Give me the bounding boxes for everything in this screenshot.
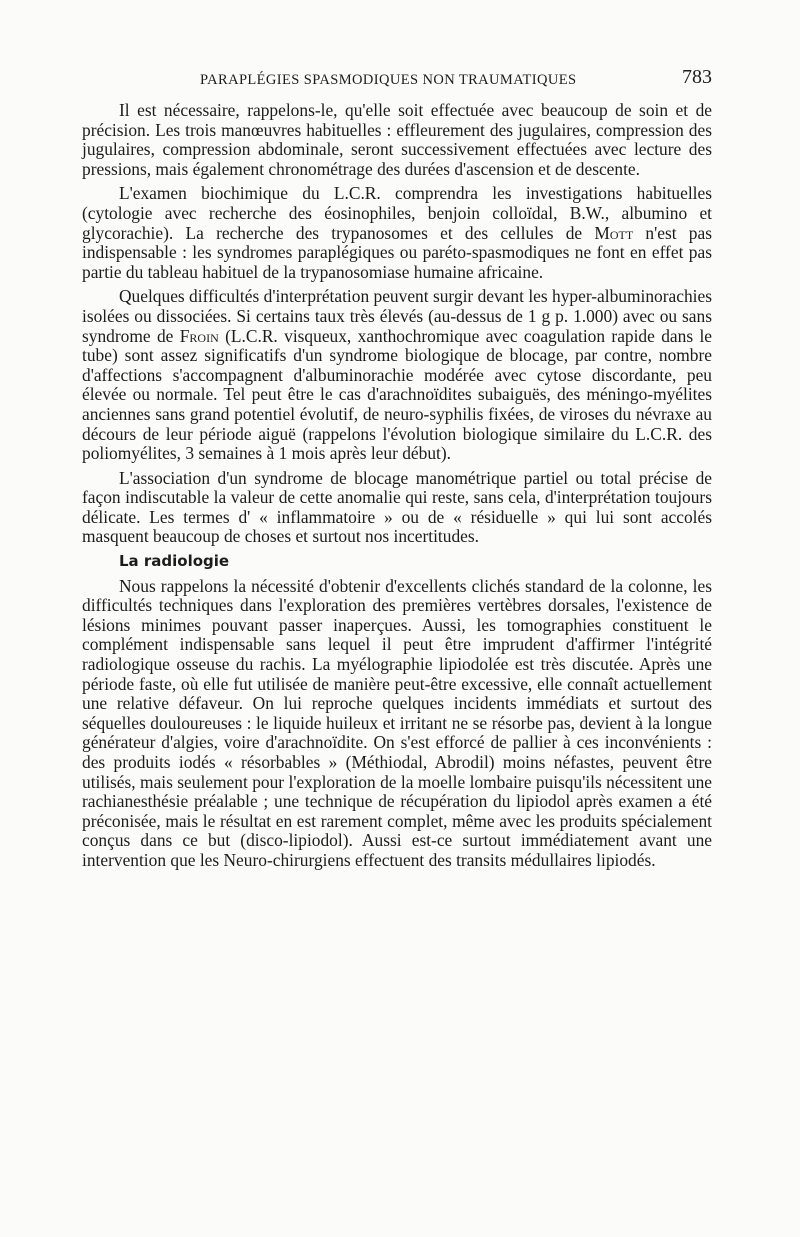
paragraph-text: n'est pas indispensable : les syndromes paraplégiques ou paréto-spasmodiques ne font en effet pas partie du tableau habituel de la trypanosomiase humaine africaine.: [82, 222, 712, 282]
paragraph-text: (L.C.R. visqueux, xanthochromique avec coagulation rapide dans le tube) sont assez significatifs d'un syndrome biologique de blocage, par contre, nombre d'affections s'accompagnent d'albuminorachie modérée avec cytose discordante, peu élevée ou normale. Tel peut être le cas d'arachnoïdites subaiguës, des méningo-myélites anciennes sans grand potentiel évolutif, de neuro-syphilis fixées, de viroses du névraxe au décours de leur période aiguë (rappelons l'évolution biologique similaire du L.C.R. des poliomyélites, 3 semaines à 1 mois après leur début).: [82, 325, 713, 464]
running-title: PARAPLÉGIES SPASMODIQUES NON TRAUMATIQUES: [200, 72, 577, 88]
paragraph-text: Quelques difficultés d'interprétation peuvent surgir devant les hyper-albuminorachies isolées ou dissociées. Si certains taux très élevés (au-dessus de 1 g p. 1.000) avec ou sans syndrome de: [82, 286, 712, 346]
paragraph-text: L'examen biochimique du L.C.R. comprendra les investigations habituelles (cytologie avec recherche des éosinophiles, benjoin colloïdal, B.W., albumino et glycorachie). La recherche des trypanosomes et des cellules de: [82, 183, 712, 243]
paragraph: [82, 287, 712, 463]
author-name-mott: Mott: [594, 222, 634, 243]
paragraph: Nous rappelons la nécessité d'obtenir d'excellents clichés standard de la colonne, les difficultés techniques dans l'exploration des premières vertèbres dorsales, l'existence de lésions minimes pouvant passer inaperçues. Aussi, les tomographies constituent le complément indispensable sans lequel il peut être imprudent d'affirmer l'intégrité radiologique osseuse du rachis. La myélographie lipiodolée est très discutée. Après une période faste, où elle fut utilisée de manière peut-être excessive, elle connaît actuellement une relative défaveur. On lui reproche quelques incidents immédiats et surtout des séquelles douloureuses : le liquide huileux et irritant ne se résorbe pas, devient à la longue générateur d'algies, voire d'arachnoïdite. On s'est efforcé de pallier à ces inconvénients : des produits iodés « résorbables » (Méthiodal, Abrodil) moins néfastes, peuvent être utilisés, mais seulement pour l'exploration de la moelle lombaire puisqu'ils nécessitent une rachianesthésie préalable ; une technique de récupération du lipiodol après examen a été préconisée, mais le résultat en est rarement complet, même avec les produits spécialement conçus dans ce but (disco-lipiodol). Aussi est-ce surtout immédiatement avant une intervention que les Neuro-chirurgiens effectuent des transits médullaires lipiodés.: [82, 575, 712, 870]
section-heading-radiologie: La radiologie: [119, 552, 230, 571]
author-name-froin: Froin: [179, 325, 219, 346]
paragraph: Il est nécessaire, rappelons-le, qu'elle soit effectuée avec beaucoup de soin et de précision. Les trois manœuvres habituelles : effleurement des jugulaires, compression des jugulaires, compression abdominale, seront successivement effectuées avec lecture des pressions, mais également chronométrage des durées d'ascension et de descente.: [82, 100, 712, 179]
body-text: [82, 101, 712, 876]
page-number: 783: [682, 66, 712, 88]
paragraph: [82, 184, 712, 282]
paragraph: L'association d'un syndrome de blocage manométrique partiel ou total précise de façon indiscutable la valeur de cette anomalie qui reste, sans cela, d'interprétation toujours délicate. Les termes d' « inflammatoire » ou de « résiduelle » qui lui sont accolés masquent beaucoup de choses et surtout nos incertitudes.: [82, 467, 712, 547]
page-header: [82, 66, 712, 96]
